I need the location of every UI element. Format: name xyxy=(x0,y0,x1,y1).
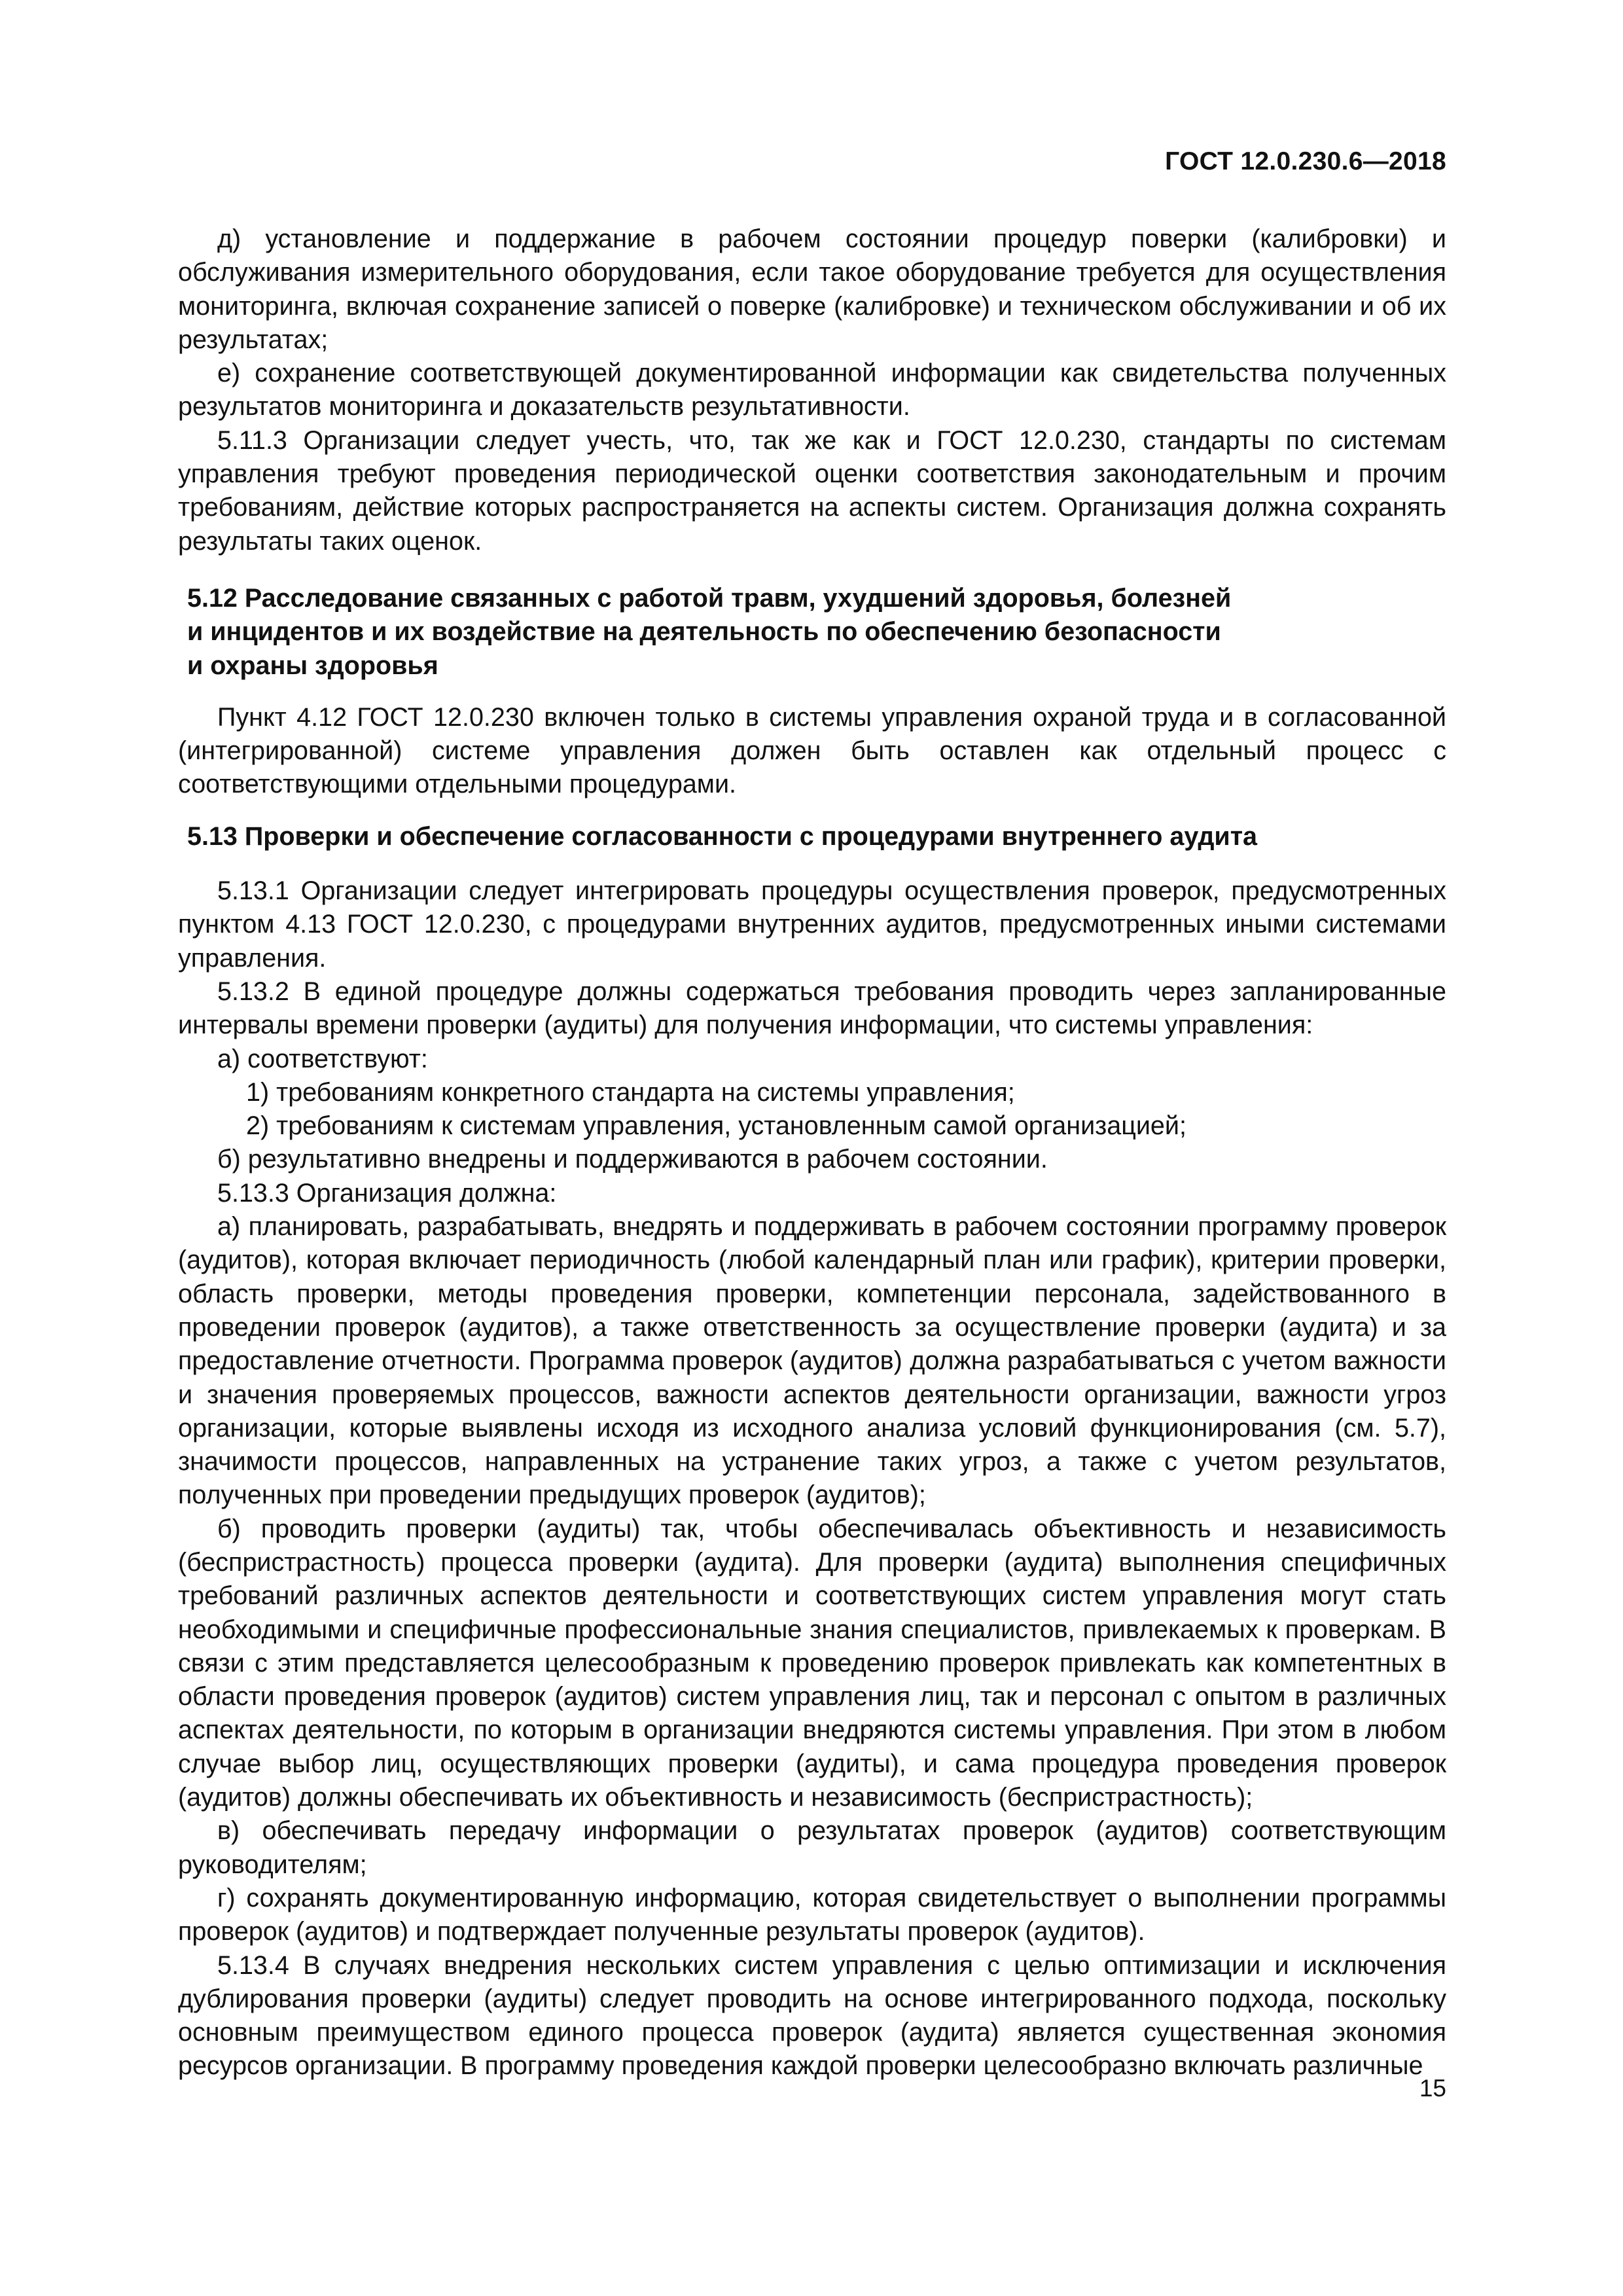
section-heading-5-12 xyxy=(178,582,1446,683)
clause-5-13-2-a: а) соответствуют: xyxy=(217,1044,428,1073)
section-heading-5-12-line2: и инцидентов и их воздействие на деятельность по обеспечению безопасности xyxy=(187,617,1221,647)
section-heading-5-13: 5.13 Проверки и обеспечение согласованности с процедурами внутреннего аудита xyxy=(187,821,1258,851)
section-heading-5-12-line3: и охраны здоровья xyxy=(187,651,438,680)
document-body xyxy=(178,223,1446,2083)
clause-5-13-3-c: в) обеспечивать передачу информации о результатах проверок (аудитов) соответствующим руководителям; xyxy=(178,1816,1446,1879)
clause-5-13-3: 5.13.3 Организация должна: xyxy=(217,1178,557,1208)
clause-5-13-2-a-1: 1) требованиям конкретного стандарта на системы управления; xyxy=(246,1077,1015,1107)
list-item-d: д) установление и поддержание в рабочем состоянии процедур поверки (калибровки) и обслуживания измерительного оборудования, если такое оборудование требуется для осуществления мониторинга, включая сохранение записей о поверке (калибровке) и техническом обслуживании и об их результатах; xyxy=(178,224,1446,354)
clause-5-13-2-a-2: 2) требованиям к системам управления, установленным самой организацией; xyxy=(246,1111,1186,1141)
clause-5-13-3-b: б) проводить проверки (аудиты) так, чтобы обеспечивалась объективность и независимость (беспристрастность) процесса проверки (аудита). Для проверки (аудита) выполнения специфичных требований различных аспектов деятельности и соответствующих систем управления могут стать необходимыми и специфичные профессиональные знания специалистов, привлекаемых к проверкам. В связи с этим представляется целесообразным к проведению проверок привлекать как компетентных в области проведения проверок (аудитов) систем управления лиц, так и персонал с опытом в различных аспектах деятельности, по которым в организации внедряются системы управления. При этом в любом случае выбор лиц, осуществляющих проверки (аудиты), и сама процедура проведения проверок (аудитов) должны обеспечивать их объективность и независимость (беспристрастность); xyxy=(178,1514,1446,1812)
clause-5-13-3-a: а) планировать, разрабатывать, внедрять и поддерживать в рабочем состоянии программу проверок (аудитов), которая включает периодичность (любой календарный план или график), критерии проверки, область проверки, методы проведения проверки, компетенции персонала, задействованного в проведении проверок (аудитов), а также ответственность за осуществление проверки (аудита) и за предоставление отчетности. Программа проверок (аудитов) должна разрабатываться с учетом важности и значения проверяемых процессов, важности аспектов деятельности организации, важности угроз организации, которые выявлены исходя из исходного анализа условий функционирования (см. 5.7), значимости процессов, направленных на устранение таких угроз, а также с учетом результатов, полученных при проведении предыдущих проверок (аудитов); xyxy=(178,1212,1446,1510)
document-designation: ГОСТ 12.0.230.6—2018 xyxy=(1165,147,1446,175)
section-heading-5-12-line1: 5.12 Расследование связанных с работой травм, ухудшений здоровья, болезней xyxy=(187,583,1232,613)
clause-5-13-3-d: г) сохранять документированную информацию, которая свидетельствует о выполнении программы проверок (аудитов) и подтверждает полученные результаты проверок (аудитов). xyxy=(178,1883,1446,1946)
section-5-12-text: Пункт 4.12 ГОСТ 12.0.230 включен только в системы управления охраной труда и в согласованной (интегрированной) системе управления должен быть оставлен как отдельный процесс с соответствующими отдельными процедурами. xyxy=(178,702,1446,799)
list-item-e: е) сохранение соответствующей документированной информации как свидетельства полученных результатов мониторинга и доказательств результативности. xyxy=(178,359,1446,422)
page-number: 15 xyxy=(1419,2075,1446,2102)
clause-5-13-1: 5.13.1 Организации следует интегрировать процедуры осуществления проверок, предусмотренных пунктом 4.13 ГОСТ 12.0.230, с процедурами внутренних аудитов, предусмотренных иными системами управления. xyxy=(178,876,1446,973)
clause-5-11-3: 5.11.3 Организации следует учесть, что, так же как и ГОСТ 12.0.230, стандарты по системам управления требуют проведения периодической оценки соответствия законодательным и прочим требованиям, действие которых распространяется на аспекты систем. Организация должна сохранять результаты таких оценок. xyxy=(178,425,1446,556)
clause-5-13-2-b: б) результативно внедрены и поддерживаются в рабочем состоянии. xyxy=(217,1145,1048,1174)
clause-5-13-4: 5.13.4 В случаях внедрения нескольких систем управления с целью оптимизации и исключения дублирования проверки (аудиты) следует проводить на основе интегрированного подхода, поскольку основным преимуществом единого процесса проверок (аудита) является существенная экономия ресурсов организации. В программу проведения каждой проверки целесообразно включать различные xyxy=(178,1950,1446,2081)
clause-5-13-2: 5.13.2 В единой процедуре должны содержаться требования проводить через запланированные интервалы времени проверки (аудиты) для получения информации, что системы управления: xyxy=(178,977,1446,1040)
